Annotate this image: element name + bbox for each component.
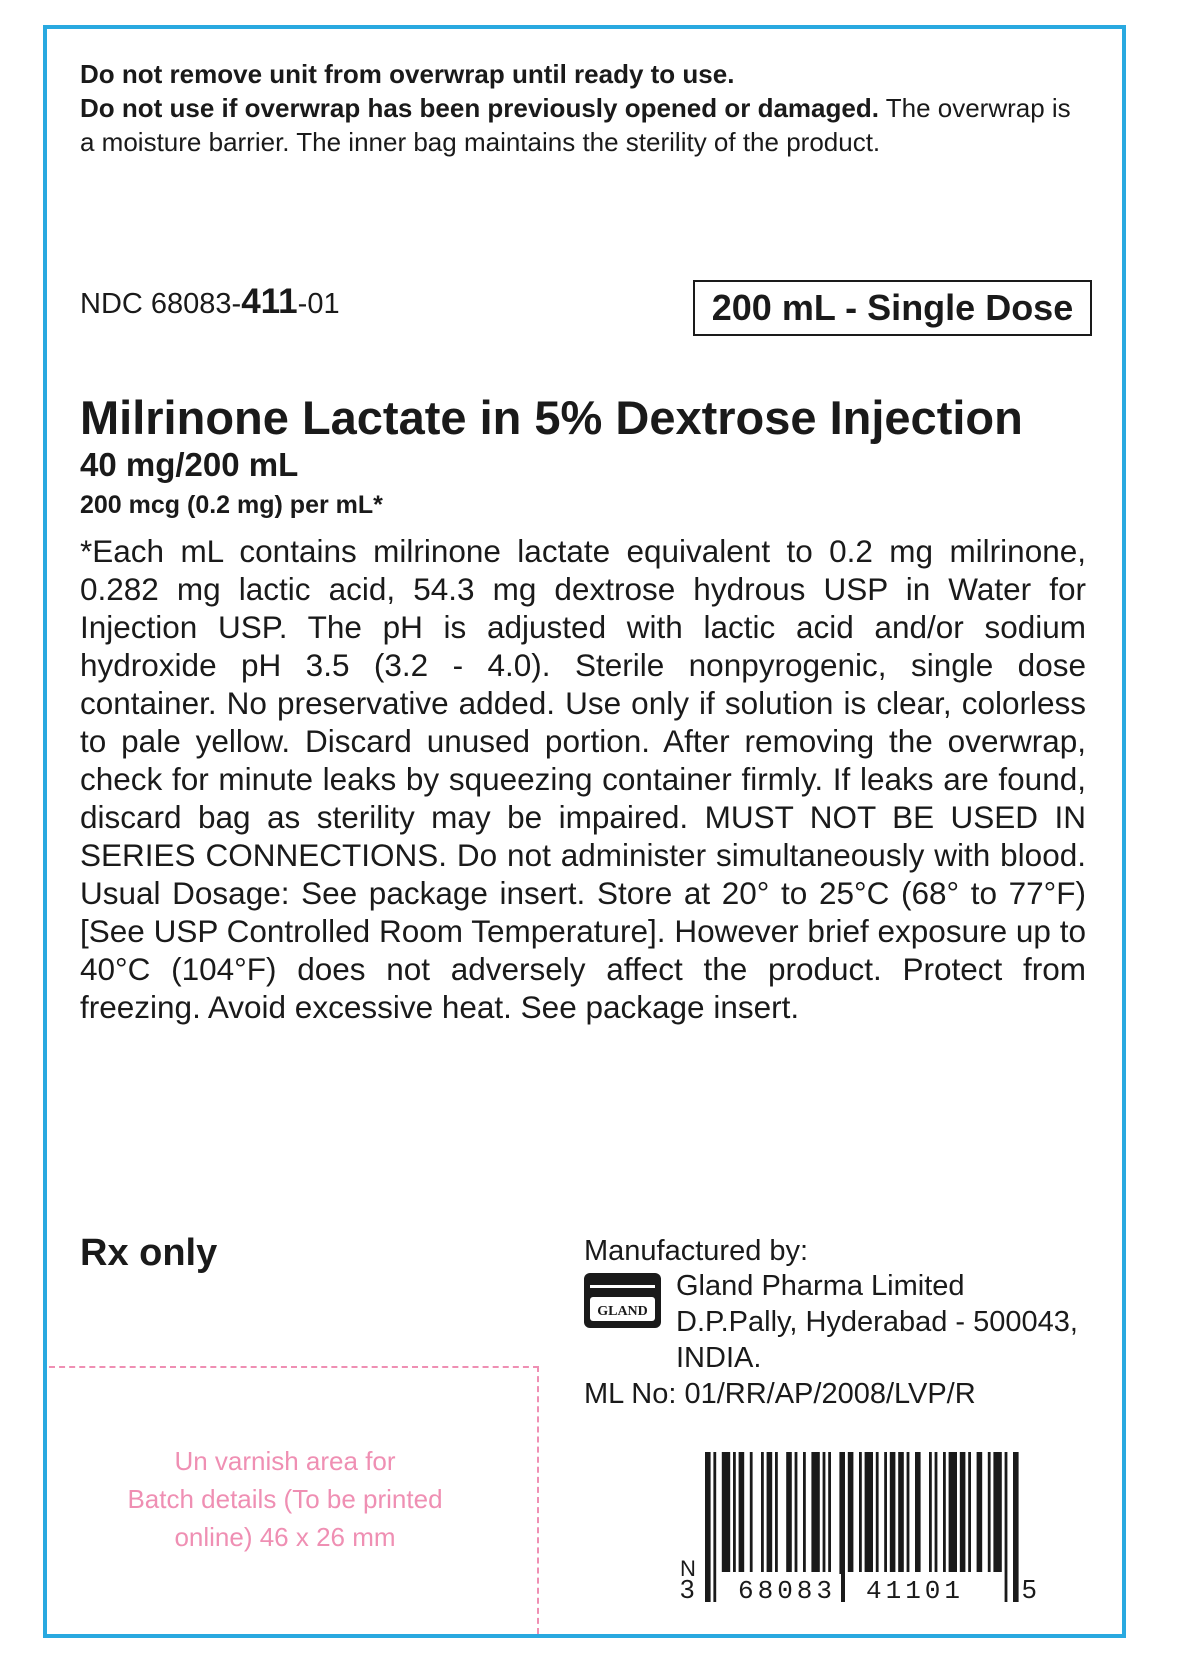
barcode-bar: [739, 1452, 745, 1572]
barcode-bar: [943, 1452, 946, 1572]
barcode-bar: [859, 1452, 862, 1572]
rx-only-label: Rx only: [80, 1232, 218, 1274]
barcode: [675, 1452, 1045, 1602]
barcode-bar: [907, 1452, 910, 1572]
barcode-bar: [803, 1452, 806, 1572]
barcode-bar: [705, 1452, 711, 1602]
ndc-code: [80, 282, 340, 322]
barcode-bar: [977, 1452, 983, 1572]
barcode-bar: [775, 1452, 778, 1572]
warning-line-2-bold: Do not use if overwrap has been previously opened or damaged.: [80, 93, 879, 123]
barcode-bar: [968, 1452, 971, 1572]
product-description: *Each mL contains milrinone lactate equivalent to 0.2 mg milrinone, 0.282 mg lactic acid, 54.3 mg dextrose hydrous USP in Water for Injection USP. The pH is adjusted with lactic acid and/or sodium hydroxide pH 3.5 (3.2 - 4.0). Sterile nonpyrogenic, single dose container. No preservative added. Use only if solution is clear, colorless to pale yellow. Discard unused portion. After removing the overwrap, check for minute leaks by squeezing container firmly. If leaks are found, discard bag as sterility may be impaired. MUST NOT BE USED IN SERIES CONNECTIONS. Do not administer simultaneously with blood. Usual Dosage: See package insert. Store at 20° to 25°C (68° to 77°F) [See USP Controlled Room Temperature]. However brief exposure up to 40°C (104°F) does not adversely affect the product. Protect from freezing. Avoid excessive heat. See package insert.: [80, 533, 1086, 1025]
batch-line-1: Un varnish area for: [174, 1446, 396, 1476]
gland-logo-icon: [584, 1273, 661, 1328]
barcode-bar: [823, 1452, 826, 1572]
manufactured-by-label: Manufactured by:: [584, 1235, 809, 1267]
barcode-bar: [828, 1452, 831, 1572]
ndc-product-code: 411: [241, 282, 298, 321]
batch-area-text: [110, 1442, 460, 1556]
warning-line-2-rest: The overwrap is a moisture barrier. The inner bag maintains the sterility of the product.: [80, 93, 1071, 157]
barcode-bar: [988, 1452, 991, 1572]
logo-text: GLAND: [597, 1304, 648, 1319]
barcode-bar: [848, 1452, 854, 1572]
batch-line-2: Batch details (To be printed: [127, 1484, 443, 1514]
barcode-bar: [722, 1452, 730, 1572]
barcode-check-digit: 5: [1022, 1574, 1037, 1602]
batch-area-right-border: [537, 1366, 539, 1634]
barcode-bar: [786, 1452, 792, 1572]
ndc-prefix: NDC 68083-: [80, 288, 242, 320]
overwrap-warning: [80, 57, 1090, 159]
barcode-bar: [876, 1452, 879, 1572]
barcode-bar: [1005, 1452, 1008, 1602]
barcode-bar: [795, 1452, 798, 1572]
product-concentration: 200 mcg (0.2 mg) per mL*: [80, 491, 383, 519]
barcode-bar: [1013, 1452, 1019, 1602]
barcode-bar: [890, 1452, 896, 1572]
barcode-bar: [811, 1452, 819, 1572]
barcode-prefix-letter: N: [680, 1556, 696, 1581]
single-dose-box: 200 mL - Single Dose: [693, 280, 1092, 336]
barcode-bar: [750, 1452, 753, 1572]
barcode-group-2: 41101: [865, 1576, 965, 1602]
ndc-suffix: -01: [297, 288, 340, 320]
barcode-bar: [929, 1452, 932, 1572]
batch-area-top-border: [49, 1366, 539, 1368]
barcode-bar: [884, 1452, 887, 1572]
barcode-bar: [898, 1452, 904, 1572]
batch-line-3: online) 46 x 26 mm: [174, 1522, 396, 1552]
barcode-bar: [949, 1452, 957, 1572]
barcode-group-1: 68083: [737, 1576, 837, 1602]
address-line-1: D.P.Pally, Hyderabad - 500043,: [676, 1306, 1078, 1338]
barcode-bar: [993, 1452, 1001, 1572]
product-title: Milrinone Lactate in 5% Dextrose Injection: [80, 391, 1023, 444]
manufacturer-name: Gland Pharma Limited: [676, 1270, 965, 1302]
product-strength: 40 mg/200 mL: [80, 446, 299, 483]
barcode-bar: [767, 1452, 773, 1572]
barcode-bar: [713, 1452, 716, 1602]
barcode-bar: [733, 1452, 736, 1572]
address-line-2: INDIA.: [676, 1342, 762, 1374]
manufacturer-address: [676, 1268, 1078, 1376]
barcode-bar: [761, 1452, 764, 1572]
barcode-first-digit: 3: [680, 1574, 695, 1602]
barcode-bar: [865, 1452, 873, 1572]
barcode-bar: [915, 1452, 921, 1572]
ml-number: ML No: 01/RR/AP/2008/LVP/R: [584, 1378, 976, 1410]
barcode-bar: [960, 1452, 966, 1572]
barcode-bar: [935, 1452, 938, 1572]
warning-line-1: Do not remove unit from overwrap until ready to use.: [80, 59, 735, 89]
